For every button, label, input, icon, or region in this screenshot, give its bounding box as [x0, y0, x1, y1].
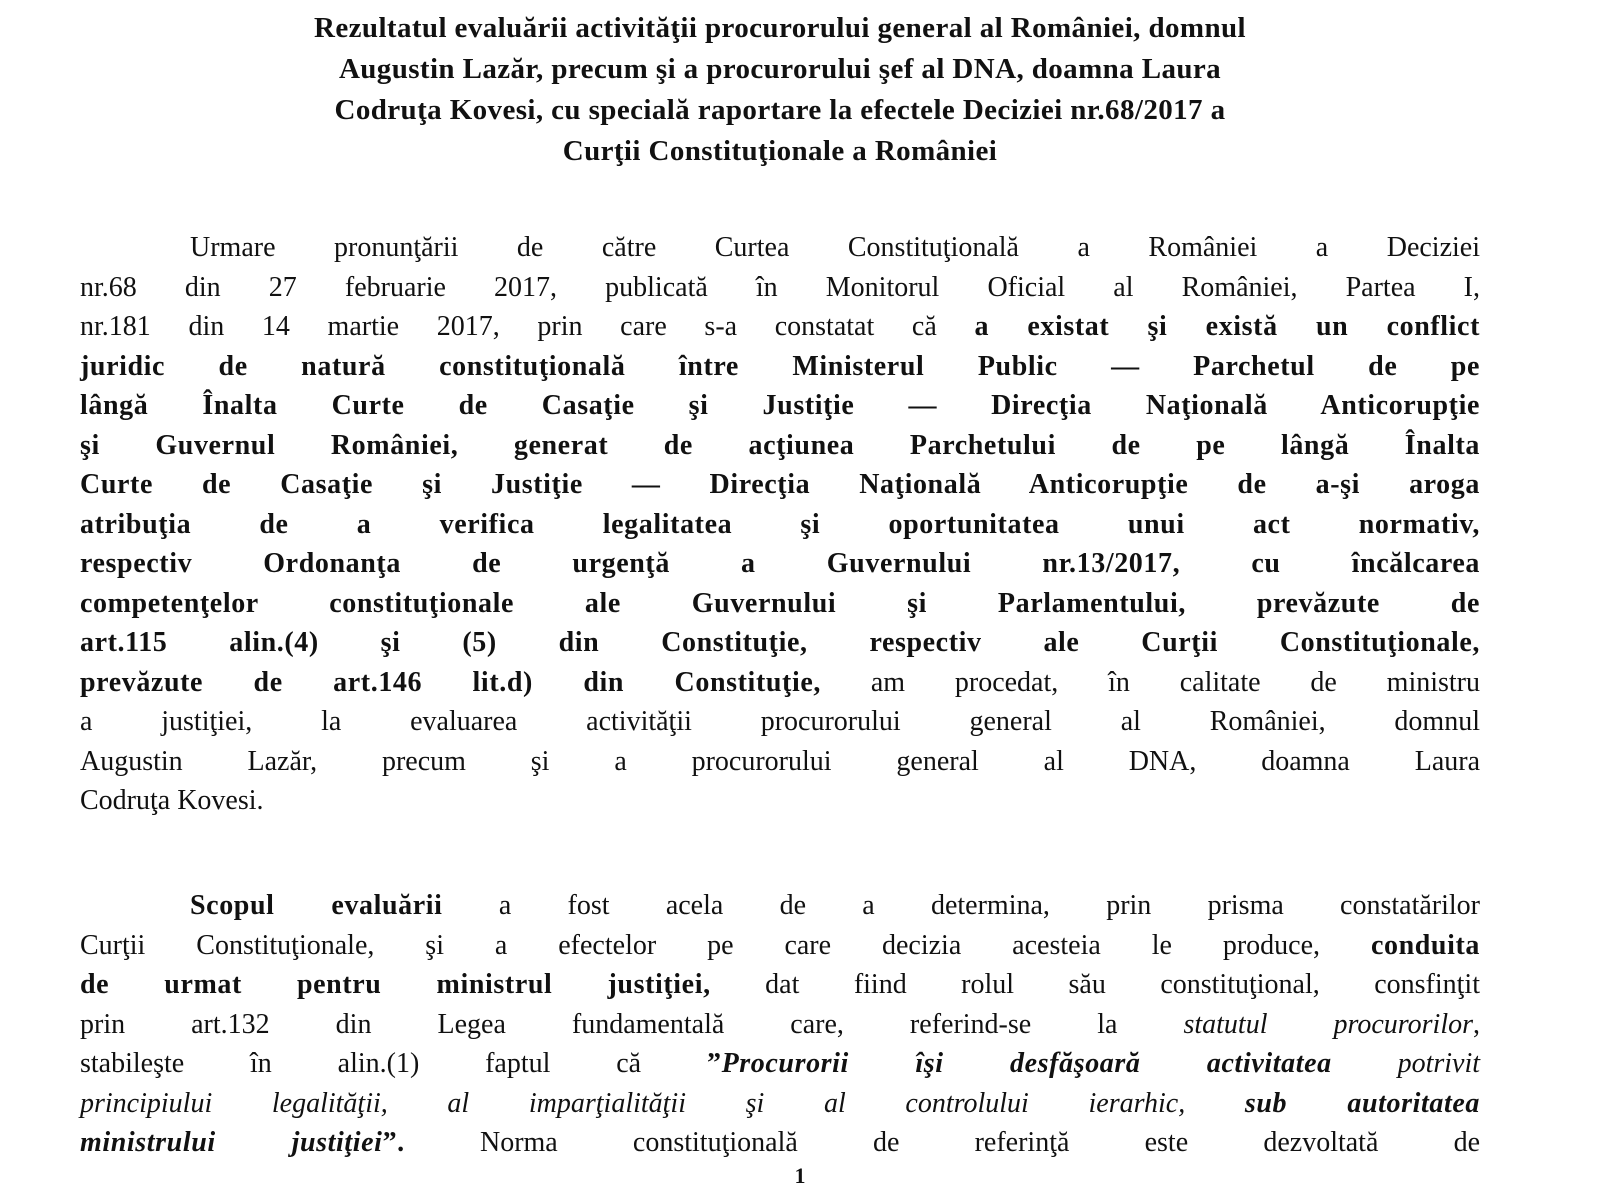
text-line: competenţelor constituţionale ale Guvernului şi Parlamentului, prevăzute de	[80, 587, 1480, 619]
title-line: Rezultatul evaluării activităţii procurorului general al României, domnul	[314, 12, 1246, 44]
text-line: respectiv Ordonanţa de urgenţă a Guvernului nr.13/2017, cu încălcarea	[80, 548, 1480, 579]
text-line: şi Guvernul României, generat de acţiunea Parchetului de pe lângă Înalta	[80, 429, 1480, 461]
text-line: nr.181 din 14 martie 2017, prin care s-a constatat că a existat şi există un conflict	[80, 311, 1481, 342]
paragraph-purpose	[80, 886, 1480, 1163]
text-line: Augustin Lazăr, precum şi a procurorului general al DNA, doamna Laura	[80, 745, 1480, 777]
title-line: Codruţa Kovesi, cu specială raportare la efectele Deciziei nr.68/2017 a	[334, 94, 1226, 126]
text-line: Codruţa Kovesi.	[80, 785, 264, 816]
text-line: Curţii Constituţionale, şi a efectelor pe care decizia acesteia le produce, conduita	[80, 929, 1481, 961]
text-line: de urmat pentru ministrul justiţiei, dat fiind rolul său constituţional, consfinţit	[80, 969, 1480, 1000]
text-line: prin art.132 din Legea fundamentală care, referind-se la statutul procurorilor,	[80, 1008, 1481, 1040]
text-line: principiului legalităţii, al imparţialităţii şi al controlului ierarhic, sub autoritatea	[80, 1087, 1481, 1119]
title-line: Curţii Constituţionale a României	[562, 135, 998, 167]
text-line: ministrului justiţiei”. Norma constituţională de referinţă este dezvoltată de	[80, 1127, 1481, 1158]
text-line: art.115 alin.(4) şi (5) din Constituţie, respectiv ale Curţii Constituţionale,	[80, 627, 1480, 658]
paragraph-context	[80, 228, 1480, 821]
text-line: prevăzute de art.146 lit.d) din Constituţie, am procedat, în calitate de ministru	[80, 666, 1480, 698]
text-line: a justiţiei, la evaluarea activităţii procurorului general al României, domnul	[80, 706, 1480, 737]
text-line: juridic de natură constituţională între Ministerul Public — Parchetul de pe	[80, 350, 1480, 382]
title-line: Augustin Lazăr, precum şi a procurorului şef al DNA, doamna Laura	[338, 53, 1222, 85]
text-line: lângă Înalta Curte de Casaţie şi Justiţie — Direcţia Naţională Anticorupţie	[80, 390, 1480, 421]
text-line: Urmare pronunţării de către Curtea Constituţională a României a Deciziei	[190, 232, 1480, 263]
text-line: Scopul evaluării a fost acela de a determina, prin prisma constatărilor	[190, 890, 1480, 921]
text-line: Curte de Casaţie şi Justiţie — Direcţia Naţională Anticorupţie de a-şi aroga	[80, 469, 1480, 500]
text-line: atribuţia de a verifica legalitatea şi oportunitatea unui act normativ,	[80, 508, 1480, 540]
text-line: nr.68 din 27 februarie 2017, publicată în Monitorul Oficial al României, Partea I,	[80, 271, 1480, 303]
text-line: stabileşte în alin.(1) faptul că ”Procurorii îşi desfăşoară activitatea potrivit	[80, 1048, 1481, 1079]
page-number: 1	[794, 1163, 806, 1188]
document-title	[90, 8, 1470, 172]
